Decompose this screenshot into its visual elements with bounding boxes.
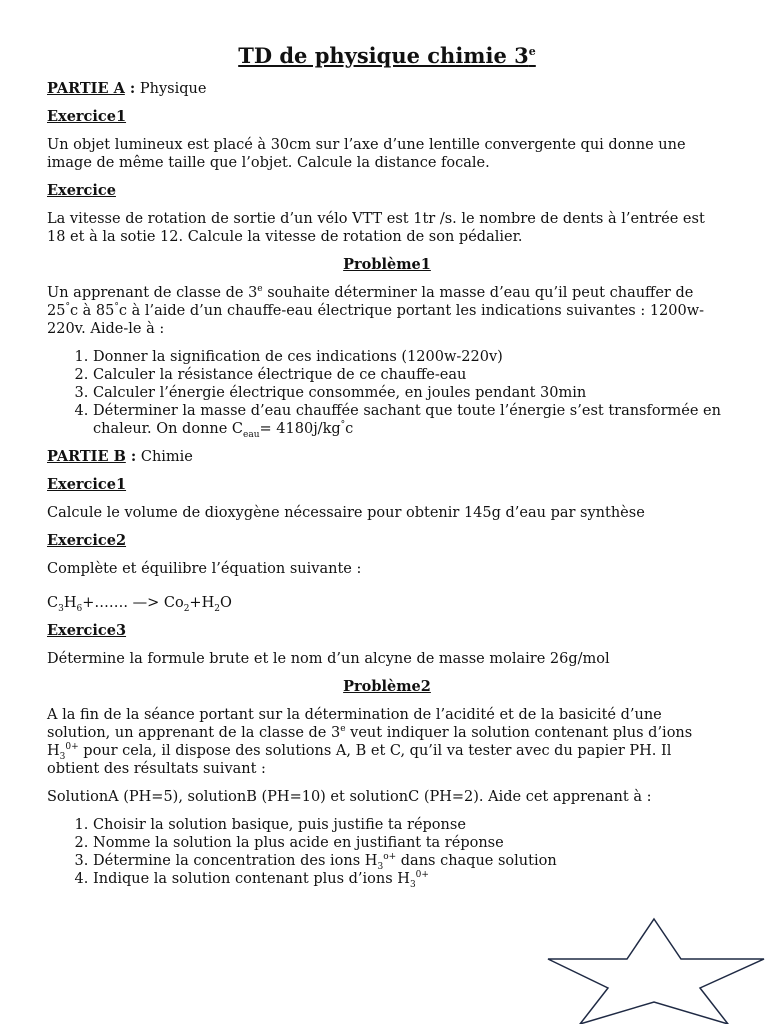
eq-o-sub: 2: [183, 603, 190, 614]
title-text: TD de physique chimie 3: [238, 43, 529, 68]
problem1-intro: [47, 284, 727, 338]
title-sup: e: [528, 45, 536, 58]
eq-h2-sub: 2: [214, 603, 220, 614]
exercise-a1-text: Un objet lumineux est placé à 30cm sur l’axe d’une lentille convergente qui donne une image de même taille que l’objet. Calcule la distance focale.: [47, 137, 686, 171]
problem1-t1: Un apprenant de classe de 3: [47, 285, 258, 301]
exercise-a2-text: La vitesse de rotation de sortie d’un vélo VTT est 1tr /s. le nombre de dents à l’entrée est 18 et à la sotie 12. Calcule la vitesse de rotation de son pédalier.: [47, 211, 705, 245]
problem2-t2-sup: 0+: [65, 742, 79, 753]
problem2-item3-a: Détermine la concentration des ions H: [93, 853, 378, 869]
page-title: [47, 42, 727, 70]
problem2-item3-b: dans chaque solution: [396, 853, 557, 869]
exercise-a1-heading: Exercice1: [47, 108, 127, 125]
part-a-colon: :: [124, 80, 136, 97]
part-b-label: PARTIE B: [47, 448, 126, 465]
part-b-subject: Chimie: [136, 449, 193, 465]
exercise-b1-text: Calcule le volume de dioxygène nécessaire pour obtenir 145g d’eau par synthèse: [47, 505, 645, 521]
problem2-t1: A la fin de la séance portant sur la détermination de l’acidité et de la basicité d’une solution, un apprenant de la classe de 3: [47, 707, 662, 741]
problem1-deg1: °: [65, 302, 70, 313]
problem1-t3: c à 85: [69, 303, 115, 319]
problem1-item4-deg: °: [340, 420, 346, 431]
problem2-item3-sub: 3: [377, 861, 384, 872]
problem1-deg2: °: [114, 302, 119, 313]
part-a-subject: Physique: [135, 81, 207, 97]
list-item: 2. Calculer la résistance électrique de ce chauffe-eau: [93, 366, 727, 384]
problem1-item4-b: = 4180j/kg: [259, 421, 341, 437]
problem1-item4-a: Déterminer la masse d’eau chauffée sachant que toute l’énergie s’est transformée en chaleur. On donne C: [93, 403, 721, 437]
problem2-item4-a: Indique la solution contenant plus d’ions H: [93, 871, 410, 887]
exercise-a2-heading: Exercice: [47, 182, 116, 199]
problem2-item4-sup: 0+: [415, 870, 429, 881]
exercise-b2-heading: Exercice2: [47, 532, 127, 549]
list-item: [93, 870, 727, 888]
eq-h: H: [63, 595, 77, 611]
list-item: 3. Calculer l’énergie électrique consommée, en joules pendant 30min: [93, 384, 727, 402]
eq-c: C: [47, 595, 59, 611]
exercise-b1-heading: Exercice1: [47, 476, 127, 493]
problem1-item4-sub: eau: [243, 429, 260, 440]
problem2-heading: Problème2: [343, 678, 431, 695]
worksheet: [47, 42, 727, 898]
problem2-solutions: SolutionA (PH=5), solutionB (PH=10) et solutionC (PH=2). Aide cet apprenant à :: [47, 789, 652, 805]
part-a-label: PARTIE A: [47, 80, 125, 97]
problem2-questions: [47, 816, 727, 888]
problem1-t4: c à l’aide d’un chauffe-eau électrique portant les indications suivantes : 1200w-220v. Aide-le à :: [47, 303, 705, 337]
problem2-t2: veut indiquer la solution contenant plus d’ions H: [47, 725, 693, 759]
problem2-t3: pour cela, il dispose des solutions A, B et C, qu’il va tester avec du papier PH. Il obtient des résultats suivant :: [47, 743, 672, 777]
list-item: [93, 852, 727, 870]
star-outline-icon: [546, 916, 766, 1024]
part-b-colon: :: [125, 448, 137, 465]
list-item: 2. Nomme la solution la plus acide en justifiant ta réponse: [93, 834, 727, 852]
list-item: 1. Choisir la solution basique, puis justifie ta réponse: [93, 816, 727, 834]
list-item: 1. Donner la signification de ces indications (1200w-220v): [93, 348, 727, 366]
problem2-intro: [47, 706, 727, 778]
star-outline-shape: [548, 919, 764, 1024]
exercise-b3-text: Détermine la formule brute et le nom d’un alcyne de masse molaire 26g/mol: [47, 651, 610, 667]
exercise-b2-text: Complète et équilibre l’équation suivante :: [47, 561, 362, 577]
part-a-header: [47, 80, 727, 98]
problem2-t1-sup: e: [340, 724, 346, 735]
eq-end: O: [219, 595, 232, 611]
problem1-t1-sup: e: [257, 284, 263, 295]
exercise-b3-heading: Exercice3: [47, 622, 127, 639]
eq-mid: +……. —> Co: [82, 595, 184, 611]
problem2-item3-sup: o+: [383, 852, 397, 863]
problem1-t2: souhaite déterminer la masse d’eau qu’il peut chauffer de 25: [47, 285, 694, 319]
eq-c-sub: 3: [58, 603, 64, 614]
problem1-heading: Problème1: [343, 256, 431, 273]
problem2-t2-sub: 3: [59, 751, 66, 762]
part-b-header: [47, 448, 727, 466]
eq-plus: +H: [189, 595, 215, 611]
problem1-questions: [47, 348, 727, 438]
problem1-item4-c: c: [345, 421, 354, 437]
eq-h-sub: 6: [76, 603, 83, 614]
problem2-item4-sub: 3: [409, 879, 416, 890]
list-item: [93, 402, 727, 438]
chemical-equation: [47, 594, 727, 612]
